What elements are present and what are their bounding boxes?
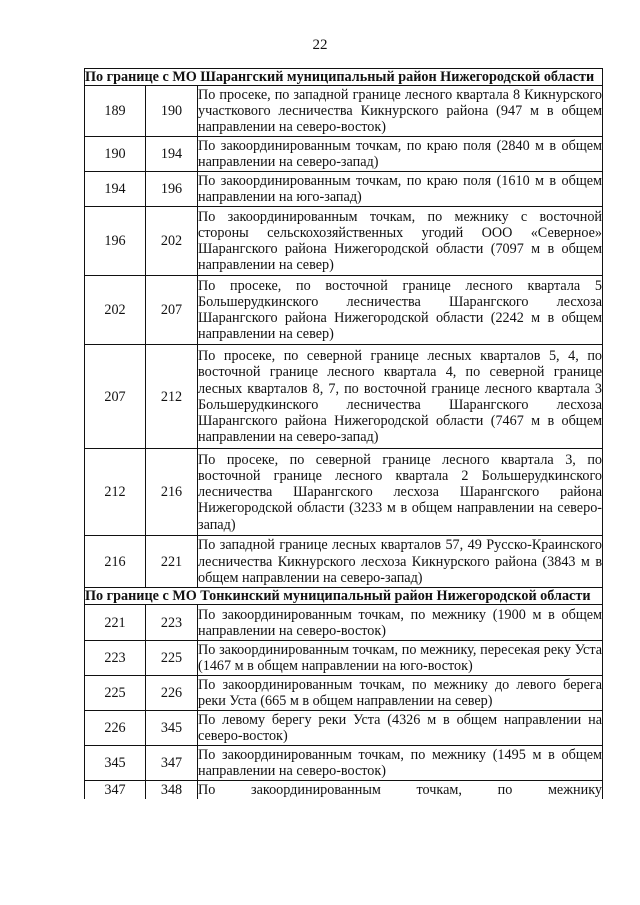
boundary-description: По просеке, по северной границе лесных кварталов 5, 4, по восточной границе лесного квартала 4, по северной границе лесных кварталов 8, 7, по восточной границе лесного квартала 3 Большерудкинского лесничества Шарангского лесхоза Шарангского района Нижегородской области (7467 м в общем направлении на северо-запад): [198, 345, 603, 449]
point-to: 226: [146, 676, 198, 711]
section-title: По границе с МО Шарангский муниципальный район Нижегородской области: [85, 69, 603, 86]
point-from: 345: [85, 746, 146, 781]
boundary-description: По западной границе лесных кварталов 57, 49 Русско-Краинского лесничества Кикнурского лесхоза Кикнурского района (3843 м в общем направлении на северо-запад): [198, 537, 603, 586]
table-row: [85, 172, 603, 207]
boundary-description: По закоординированным точкам, по краю поля (1610 м в общем направлении на юго-запад): [198, 173, 603, 206]
point-from: 190: [85, 137, 146, 172]
point-from: 216: [85, 536, 146, 588]
table-row: [85, 137, 603, 172]
table-row: [85, 449, 603, 536]
point-from: 223: [85, 641, 146, 676]
boundary-description: По просеке, по западной границе лесного квартала 8 Кикнурского участкового лесничества Кикнурского района (947 м в общем направлении на северо-восток): [198, 86, 603, 136]
table-row: [85, 746, 603, 781]
boundary-description: По закоординированным точкам, по межнику, пересекая реку Уста (1467 м в общем направлении на юго-восток): [198, 642, 603, 675]
table-row: [85, 676, 603, 711]
point-to: 194: [146, 137, 198, 172]
page-number: 22: [312, 37, 328, 53]
point-from: 347: [85, 781, 146, 799]
table-row: [85, 207, 603, 276]
point-to: 202: [146, 207, 198, 276]
point-to: 348: [146, 781, 198, 799]
boundary-description: По закоординированным точкам, по межнику с восточной стороны сельскохозяйственных угодий ООО «Северное» Шарангского района Нижегородской области (7097 м в общем направлении на север): [198, 207, 603, 276]
table-row: [85, 711, 603, 746]
section-title: По границе с МО Тонкинский муниципальный район Нижегородской области: [85, 588, 603, 605]
point-from: 194: [85, 172, 146, 207]
point-to: 216: [146, 449, 198, 536]
point-from: 226: [85, 711, 146, 746]
section-header-row: [85, 69, 603, 86]
table-row: [85, 605, 603, 641]
boundary-table: [84, 68, 603, 799]
boundary-description: По закоординированным точкам, по краю поля (2840 м в общем направлении на северо-запад): [198, 138, 603, 171]
boundary-description: По левому берегу реки Уста (4326 м в общем направлении на северо-восток): [198, 712, 603, 745]
point-from: 189: [85, 86, 146, 137]
point-from: 225: [85, 676, 146, 711]
point-to: 225: [146, 641, 198, 676]
point-to: 190: [146, 86, 198, 137]
point-to: 221: [146, 536, 198, 588]
point-from: 207: [85, 345, 146, 449]
table-row: [85, 641, 603, 676]
boundary-description: По просеке, по северной границе лесного квартала 3, по восточной границе лесного квартала 2 Большерудкинского лесничества Шарангского лесхоза Шарангского района Нижегородской области (3233 м в общем направлении на северо-запад): [198, 449, 603, 536]
boundary-description: По закоординированным точкам, по межнику: [198, 782, 603, 799]
table-row: [85, 276, 603, 345]
table-row: [85, 345, 603, 449]
point-from: 202: [85, 276, 146, 345]
table-row: [85, 86, 603, 137]
point-to: 196: [146, 172, 198, 207]
point-to: 345: [146, 711, 198, 746]
point-from: 196: [85, 207, 146, 276]
boundary-description: По просеке, по восточной границе лесного квартала 5 Большерудкинского лесничества Шарангского лесхоза Шарангского района Нижегородской области (2242 м в общем направлении на север): [198, 276, 603, 345]
point-from: 221: [85, 605, 146, 641]
table-row: [85, 781, 603, 799]
boundary-description: По закоординированным точкам, по межнику до левого берега реки Уста (665 м в общем направлении на север): [198, 677, 603, 710]
boundary-description: По закоординированным точкам, по межнику (1495 м в общем направлении на северо-восток): [198, 747, 603, 780]
boundary-description: По закоординированным точкам, по межнику (1900 м в общем направлении на северо-восток): [198, 606, 603, 639]
point-from: 212: [85, 449, 146, 536]
point-to: 212: [146, 345, 198, 449]
point-to: 347: [146, 746, 198, 781]
point-to: 207: [146, 276, 198, 345]
table-row: [85, 536, 603, 588]
point-to: 223: [146, 605, 198, 641]
section-header-row: [85, 588, 603, 605]
